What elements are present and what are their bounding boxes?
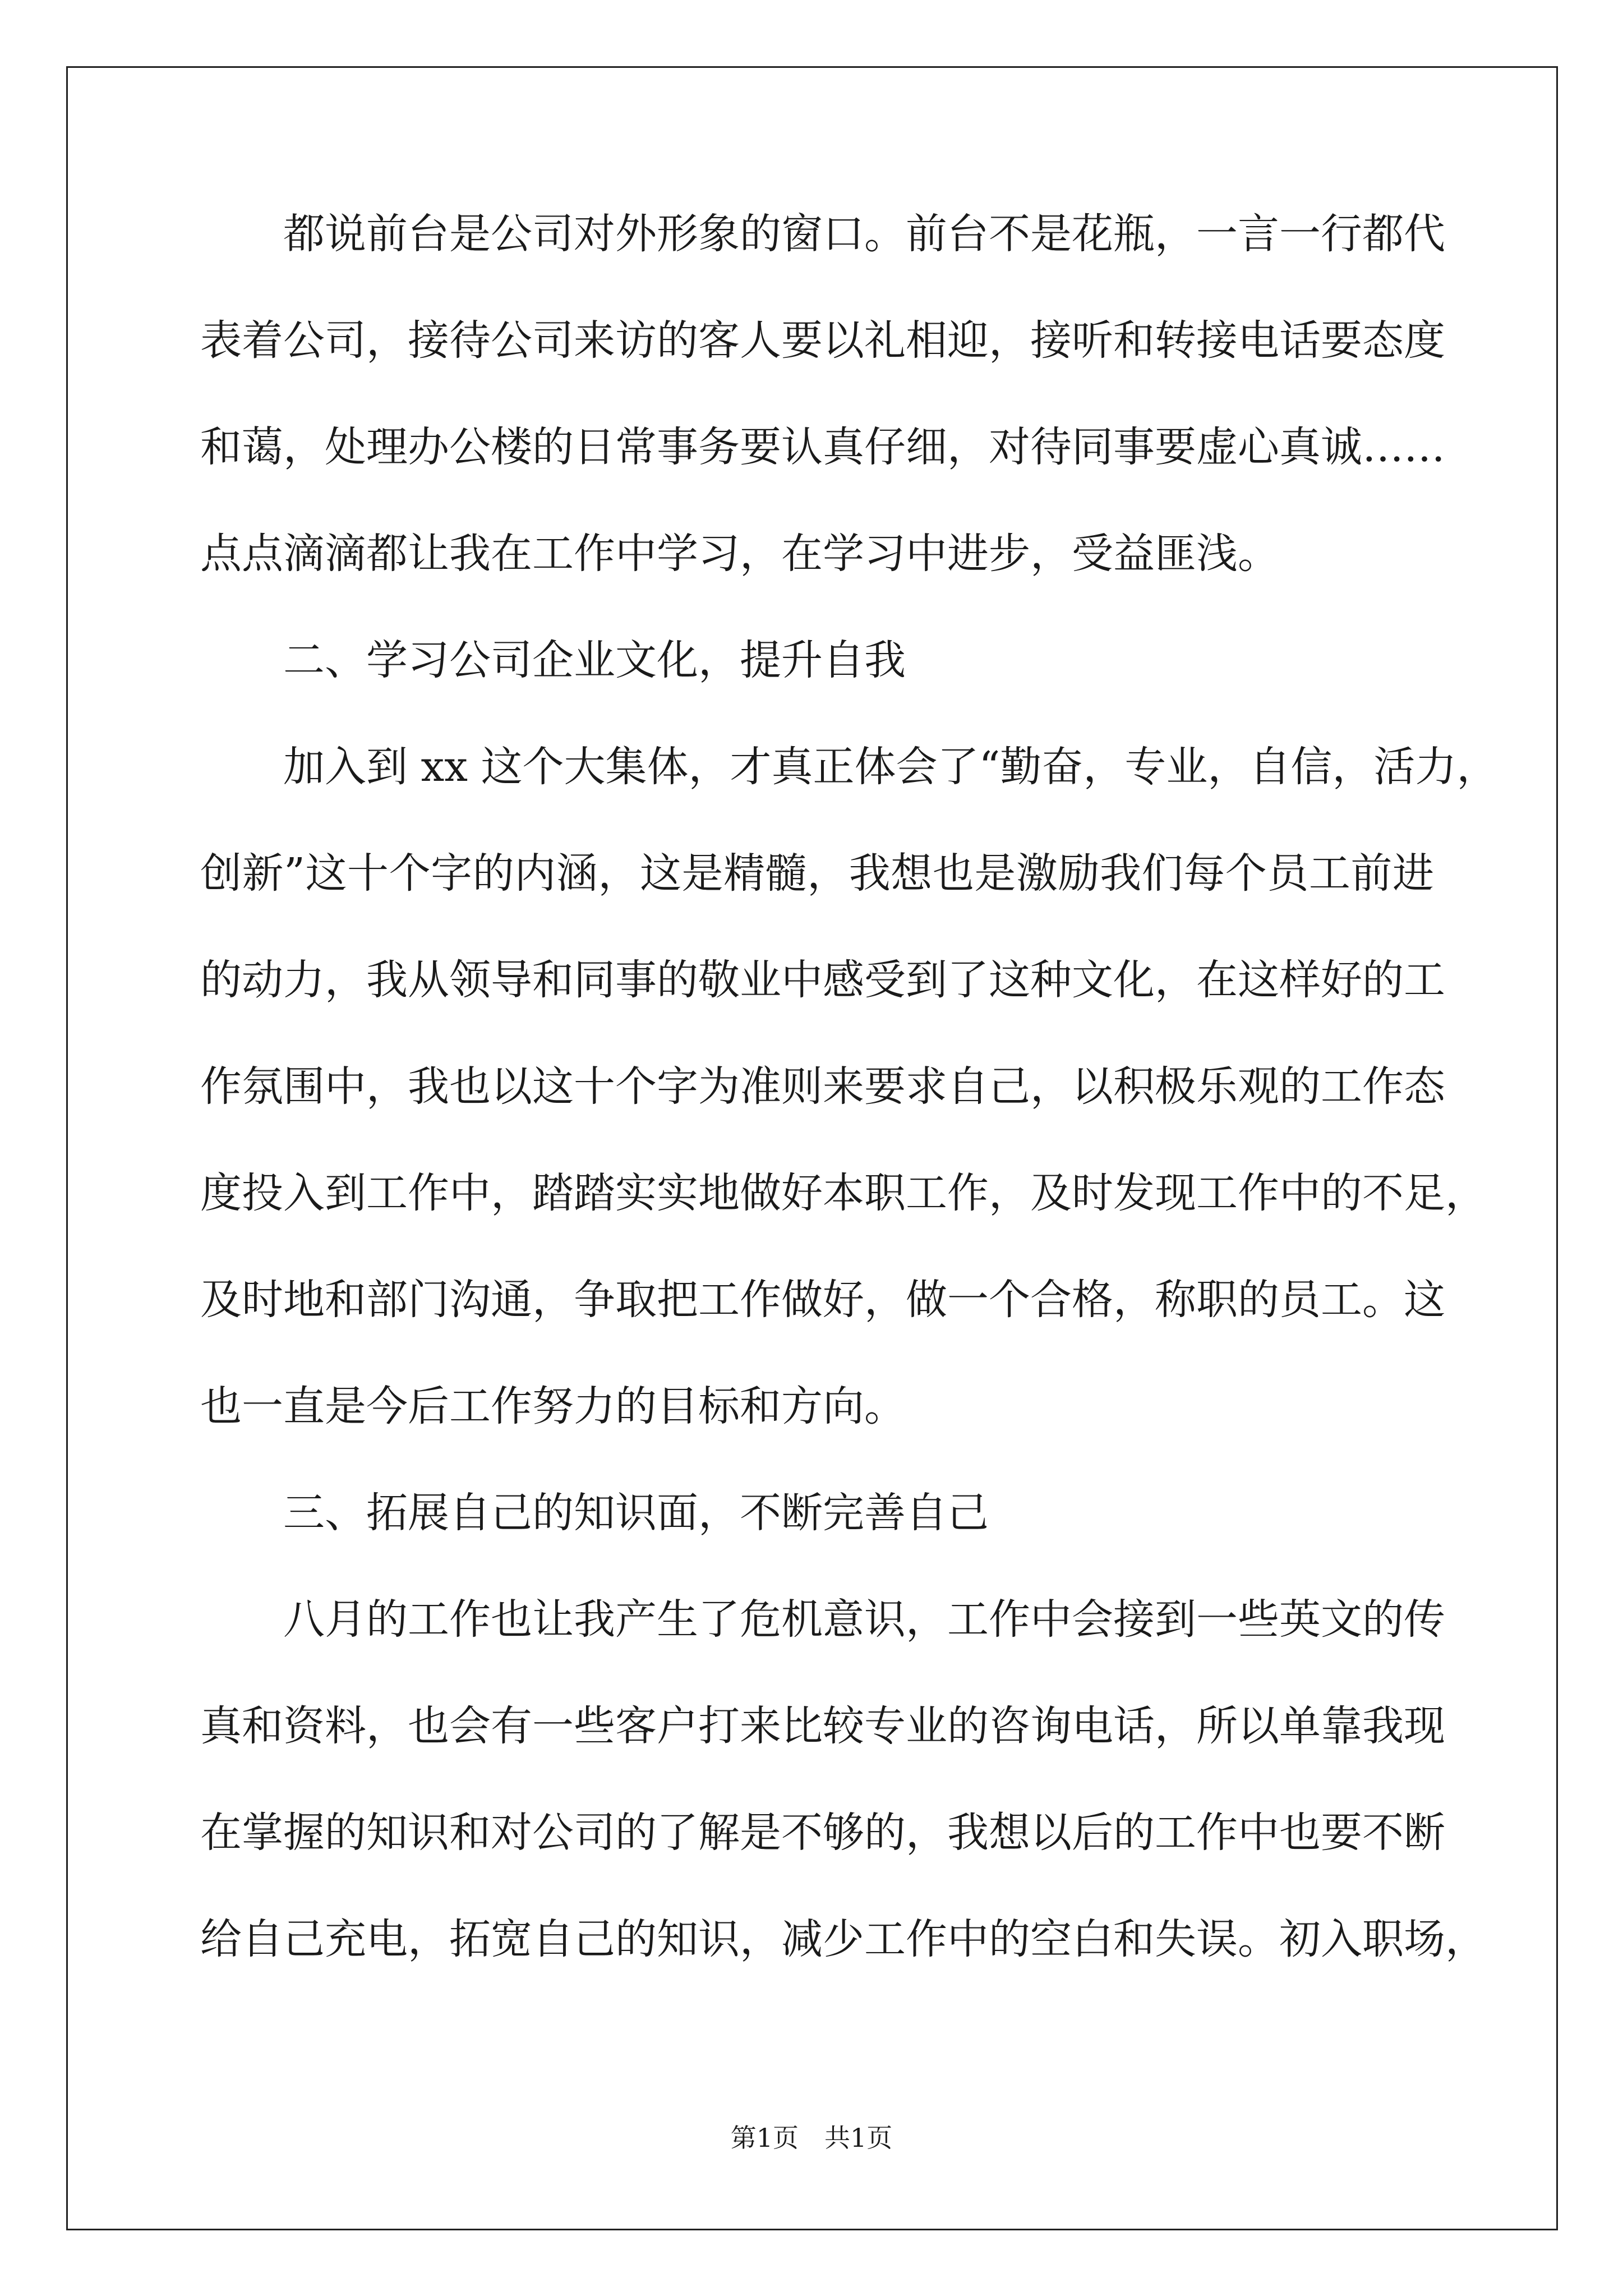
paragraph-line: 点点滴滴都让我在工作中学习，在学习中进步，受益匪浅。 (200, 530, 1279, 578)
paragraph-line: 作氛围中，我也以这十个字为准则来要求自己，以积极乐观的工作态 (200, 1062, 1445, 1111)
paragraph-line: 加入到 xx 这个大集体，才真正体会了“勤奋，专业，自信，活力， (283, 743, 1498, 791)
paragraph-line: 及时地和部门沟通，争取把工作做好，做一个合格，称职的员工。这 (200, 1276, 1445, 1324)
paragraph-line: 也一直是今后工作努力的目标和方向。 (200, 1382, 906, 1430)
paragraph-line: 表着公司，接待公司来访的客人要以礼相迎，接听和转接电话要态度 (200, 316, 1445, 365)
page-border (66, 66, 1558, 2230)
paragraph-line: 八月的工作也让我产生了危机意识，工作中会接到一些英文的传 (283, 1595, 1445, 1644)
page-footer: 第1页 共1页 (730, 2123, 893, 2153)
section-heading: 二、学习公司企业文化，提升自我 (283, 636, 906, 684)
section-heading: 三、拓展自己的知识面，不断完善自己 (283, 1489, 989, 1537)
paragraph-line: 的动力，我从领导和同事的敬业中感受到了这种文化，在这样好的工 (200, 956, 1445, 1004)
paragraph-line: 度投入到工作中，踏踏实实地做好本职工作，及时发现工作中的不足， (200, 1169, 1487, 1217)
paragraph-line: 在掌握的知识和对公司的了解是不够的，我想以后的工作中也要不断 (200, 1809, 1445, 1857)
paragraph-line: 和蔼，处理办公楼的日常事务要认真仔细，对待同事要虚心真诚…… (200, 423, 1445, 471)
paragraph-line: 都说前台是公司对外形象的窗口。前台不是花瓶，一言一行都代 (283, 210, 1445, 258)
paragraph-line: 创新”这十个字的内涵，这是精髓，我想也是激励我们每个员工前进 (200, 849, 1434, 898)
paragraph-line: 真和资料，也会有一些客户打来比较专业的咨询电话，所以单靠我现 (200, 1702, 1445, 1750)
paragraph-line: 给自己充电，拓宽自己的知识，减少工作中的空白和失误。初入职场， (200, 1915, 1487, 1963)
